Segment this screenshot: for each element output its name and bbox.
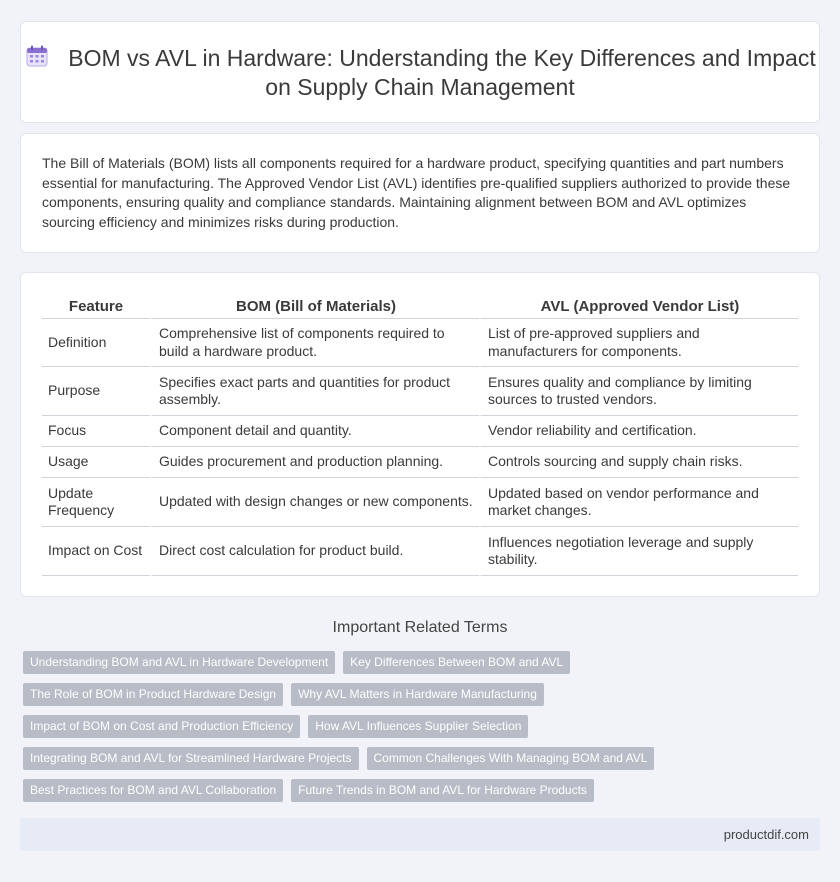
related-term-tag[interactable]: Impact of BOM on Cost and Production Efficiency: [23, 715, 300, 738]
related-term-tag[interactable]: Understanding BOM and AVL in Hardware Development: [23, 651, 335, 674]
feature-cell: Update Frequency: [42, 478, 150, 527]
column-header-avl: AVL (Approved Vendor List): [479, 295, 798, 319]
feature-cell: Focus: [42, 416, 150, 447]
related-term-tag[interactable]: Common Challenges With Managing BOM and AVL: [367, 747, 655, 770]
related-term-tag[interactable]: The Role of BOM in Product Hardware Design: [23, 683, 283, 706]
related-terms-list: [23, 651, 813, 802]
page-title-text: BOM vs AVL in Hardware: Understanding the Key Differences and Impact on Supply Chain Management: [68, 45, 816, 100]
feature-cell: Usage: [42, 447, 150, 478]
table-header-row: [42, 295, 798, 319]
table-row: [42, 478, 798, 527]
related-term-tag[interactable]: Integrating BOM and AVL for Streamlined Hardware Projects: [23, 747, 359, 770]
feature-cell: Impact on Cost: [42, 527, 150, 576]
page-title: [21, 43, 819, 102]
feature-cell: Purpose: [42, 367, 150, 416]
table-row: [42, 319, 798, 367]
comparison-card: [20, 272, 820, 597]
avl-cell: Vendor reliability and certification.: [479, 416, 798, 447]
intro-paragraph: The Bill of Materials (BOM) lists all components required for a hardware product, specifying quantities and part numbers essential for manufacturing. The Approved Vendor List (AVL) identifies pre-qualified suppliers authorized to provide these components, ensuring quality and compliance standards. Maintaining alignment between BOM and AVL optimizes sourcing efficiency and minimizes risks during production.: [42, 155, 791, 230]
bom-cell: Direct cost calculation for product build.: [150, 527, 479, 576]
column-header-bom: BOM (Bill of Materials): [150, 295, 479, 319]
avl-cell: List of pre-approved suppliers and manufacturers for components.: [479, 319, 798, 367]
bom-cell: Updated with design changes or new components.: [150, 478, 479, 527]
related-term-tag[interactable]: How AVL Influences Supplier Selection: [308, 715, 528, 738]
feature-cell: Definition: [42, 319, 150, 367]
bom-cell: Comprehensive list of components required to build a hardware product.: [150, 319, 479, 367]
footer-bar: [20, 818, 820, 851]
intro-card: [20, 133, 820, 253]
table-row: [42, 416, 798, 447]
avl-cell: Influences negotiation leverage and supply stability.: [479, 527, 798, 576]
comparison-table: [42, 295, 798, 576]
bom-cell: Component detail and quantity.: [150, 416, 479, 447]
table-row: [42, 447, 798, 478]
avl-cell: Ensures quality and compliance by limiting sources to trusted vendors.: [479, 367, 798, 416]
footer-site-name: productdif.com: [723, 827, 809, 842]
related-term-tag[interactable]: Future Trends in BOM and AVL for Hardware Products: [291, 779, 594, 802]
table-row: [42, 367, 798, 416]
avl-cell: Controls sourcing and supply chain risks.: [479, 447, 798, 478]
related-term-tag[interactable]: Key Differences Between BOM and AVL: [343, 651, 570, 674]
column-header-feature: Feature: [42, 295, 150, 319]
table-row: [42, 527, 798, 576]
bom-cell: Guides procurement and production planning.: [150, 447, 479, 478]
related-term-tag[interactable]: Why AVL Matters in Hardware Manufacturing: [291, 683, 544, 706]
avl-cell: Updated based on vendor performance and market changes.: [479, 478, 798, 527]
bom-cell: Specifies exact parts and quantities for product assembly.: [150, 367, 479, 416]
calendar-icon: [24, 43, 50, 69]
header-card: [20, 21, 820, 123]
related-terms-title: Important Related Terms: [332, 619, 508, 636]
related-term-tag[interactable]: Best Practices for BOM and AVL Collaboration: [23, 779, 283, 802]
